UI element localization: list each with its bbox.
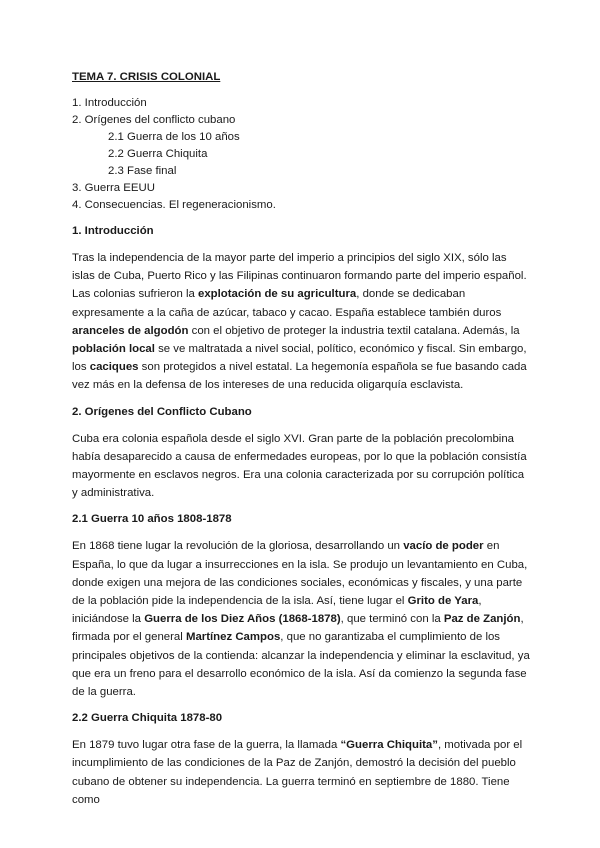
table-of-contents (72, 95, 530, 214)
section-paragraph (72, 537, 530, 701)
bold-term: explotación de su agricultura (198, 288, 357, 301)
bold-term: Grito de Yara (407, 595, 479, 608)
toc-item: 2.1 Guerra de los 10 años (108, 131, 240, 143)
text-run: con el objetivo de proteger la industria textil catalana. Además, la (188, 324, 520, 337)
bold-term: vacío de poder (403, 540, 484, 553)
bold-term: Paz de Zanjón (443, 613, 521, 626)
text-run: En 1879 tuvo lugar otra fase de la guerra, la llamada (72, 739, 341, 752)
text-run: , firmada por el general (72, 613, 524, 644)
text-run: se ve maltratada a nivel social, político, económico y fiscal. Sin embargo, los (72, 343, 527, 374)
text-run: , motivada por el incumplimiento de las condiciones de la Paz de Zanjón, demostró la decisión del pueblo cubano de obtener su independencia. La guerra terminó en septiembre de 1880. Tiene como (72, 739, 523, 806)
bold-term: Guerra de los Diez Años (1868-1878) (144, 613, 341, 626)
toc-item: 4. Consecuencias. El regeneracionismo. (72, 199, 276, 211)
section-paragraph (72, 736, 530, 809)
toc-item: 2.2 Guerra Chiquita (108, 148, 208, 160)
bold-term: Martínez Campos (185, 631, 281, 644)
bold-term: población local (72, 343, 155, 356)
toc-item: 2.3 Fase final (108, 165, 177, 177)
bold-term: “Guerra Chiquita” (340, 739, 438, 752)
bold-term: caciques (89, 361, 139, 374)
text-run: Cuba era colonia española desde el siglo XVI. Gran parte de la población precolombina había desaparecido a causa de enfermedades europeas, por lo que la población consistía mayormente en esclavos negros. Era una colonia caracterizada por su corrupción política y administrativa. (72, 432, 527, 500)
bold-term: aranceles de algodón (72, 324, 189, 337)
section-heading: 1. Introducción (72, 225, 154, 237)
toc-item: 2. Orígenes del conflicto cubano (72, 114, 236, 126)
toc-item: 3. Guerra EEUU (72, 182, 155, 194)
text-run: , que no garantizaba el cumplimiento de los principales objetivos de la contienda: alcanzar la independencia y eliminar la esclavitud, ya que era un freno para el desarrollo económico de la isla. Así da comienzo la segunda fase de la guerra. (72, 631, 530, 699)
text-run: , que terminó con la (340, 613, 444, 626)
text-run: , donde se dedicaban expresamente a la caña de azúcar, tabaco y cacao. España establece también duros (72, 288, 502, 319)
section-heading: 2.2 Guerra Chiquita 1878-80 (72, 712, 223, 725)
document-body (72, 223, 530, 809)
text-run: En 1868 tiene lugar la revolución de la gloriosa, desarrollando un (72, 540, 404, 553)
section-heading: 2.1 Guerra 10 años 1808-1878 (72, 513, 232, 526)
document-title: TEMA 7. CRISIS COLONIAL (72, 71, 221, 83)
section-heading: 2. Orígenes del Conflicto Cubano (72, 405, 252, 418)
text-run: , iniciándose la (72, 595, 482, 626)
text-run: Tras la independencia de la mayor parte del imperio a principios del siglo XIX, sólo las islas de Cuba, Puerto Rico y las Filipinas continuaron formando parte del imperio español. Las colonias sufrieron la (72, 252, 527, 301)
text-run: en España, lo que da lugar a insurrecciones en la isla. Se produjo un levantamiento en Cuba, donde exigen una mejora de las condiciones sociales, económicas y fiscales, y una parte de la población pide la independencia de la isla. Así, tiene lugar el (72, 540, 528, 608)
toc-item: 1. Introducción (72, 97, 147, 109)
section-paragraph (72, 249, 530, 395)
text-run: son protegidos a nivel estatal. La hegemonía española se fue basando cada vez más en la defensa de los intereses de una reducida oligarquía esclavista. (72, 361, 527, 392)
section-paragraph (72, 430, 530, 503)
